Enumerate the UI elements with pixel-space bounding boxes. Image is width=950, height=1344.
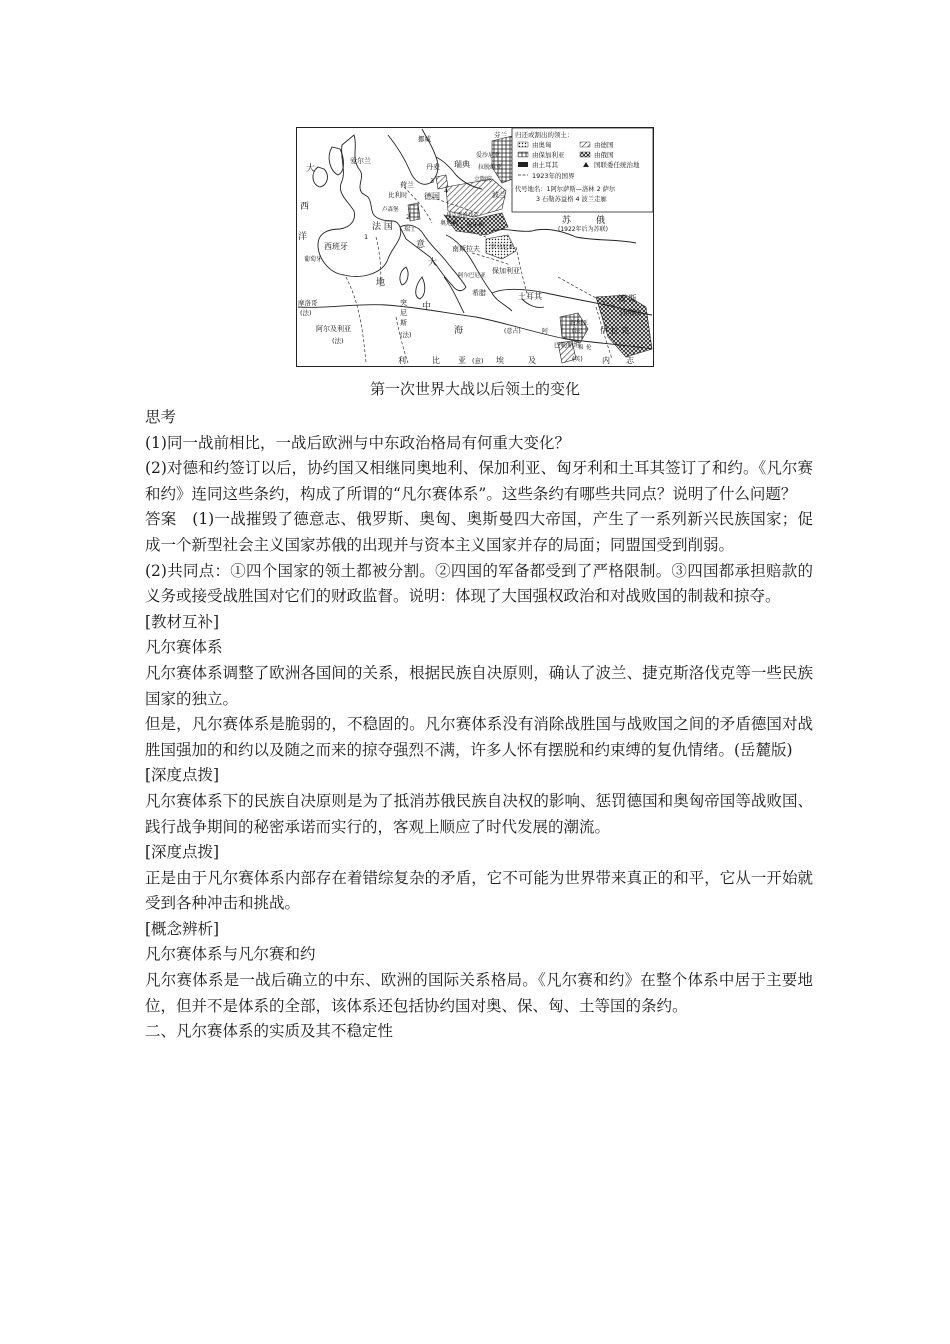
section-heading: 二、凡尔赛体系的实质及其不稳定性: [145, 1022, 394, 1041]
map-label: 尼: [400, 309, 407, 317]
map-label: (法): [300, 309, 312, 317]
paragraph: 凡尔赛体系调整了欧洲各国间的关系，根据民族自决原则，确认了波兰、捷克斯洛伐克等一些民族国家的独立。: [145, 663, 813, 708]
map-label: 法 国: [372, 222, 393, 232]
section-label: [教材互补]: [145, 612, 220, 631]
paragraph: 凡尔赛体系下的民族自决原则是为了抵消苏俄民族自决权的影响、惩罚德国和奥匈帝国等战败国、践行战争期间的秘密承诺而实行的，客观上顺应了时代发展的潮流。: [145, 791, 813, 836]
paragraph: 但是，凡尔赛体系是脆弱的，不稳固的。凡尔赛体系没有消除战胜国与战败国之间的矛盾德国对战胜国强加的和约以及随之而来的掠夺强烈不满，许多人怀有摆脱和约束缚的复仇情绪。(岳麓版): [145, 715, 813, 759]
map-label: 捷克斯洛伐克: [446, 213, 480, 219]
map-label: 巴勒斯坦: [554, 341, 580, 349]
paragraph: 凡尔赛体系是一战后确立的中东、欧洲的国际关系格局。《凡尔赛和约》在整个体系中居于主要地位，但并不是体系的全部，该体系还包括协约国对奥、保、匈、土等国的条约。: [145, 971, 813, 1015]
answer-1: 答案 (1)一战摧毁了德意志、俄罗斯、奥匈、奥斯曼四大帝国，产生了一系列新兴民族国家；促成一个新型社会主义国家苏俄的出现并与资本主义国家并存的局面；同盟国受到削弱。: [145, 510, 813, 554]
map-label: 爱沙尼亚: [476, 152, 501, 159]
question-2: (2)对德和约签订以后，协约国又相继同奥地利、保加利亚、匈牙利和土耳其签订了和约。《凡尔赛和约》连同这些条约，构成了所谓的“凡尔赛体系”。这些条约有哪些共同点？说明了什么问题？: [145, 459, 813, 503]
answer-2: (2)共同点：①四个国家的领土都被分割。②四国的军备都受到了严格限制。③四国都承担赔款的义务或接受战胜国对它们的财政监督。说明：体现了大国强权政治和对战败国的制裁和掠夺。: [145, 561, 813, 606]
map-label: 希腊: [472, 289, 486, 297]
map-label: 伊 拉 克: [600, 326, 630, 335]
map-label: 3: [430, 177, 435, 185]
map-label: 拉脱维亚: [478, 164, 503, 171]
map-label: 叙利亚: [570, 320, 589, 327]
legend-item: 1923年的国界: [532, 172, 575, 180]
map-label: 比利时: [388, 191, 408, 199]
map-label: 大: [428, 258, 438, 268]
legend-item: 由土耳其: [532, 161, 558, 169]
map-label: 2: [406, 213, 411, 221]
legend-codes: 代号地名：1阿尔萨斯—洛林 2 萨尔: [515, 186, 616, 193]
map-label: 德国: [424, 192, 440, 201]
map-label: 罗马尼亚: [490, 244, 515, 251]
map-label: 摩洛哥: [298, 299, 318, 307]
map-label: (英): [572, 356, 583, 363]
legend-title: 归还或割出的领土：: [515, 131, 574, 139]
legend-item: 由德国: [594, 141, 614, 149]
map-label: 阿尔巴尼亚: [458, 273, 486, 279]
map-label: 匈牙利: [466, 222, 485, 229]
legend-item: 由保加利亚: [532, 151, 565, 159]
map-label: 卢森堡: [382, 207, 399, 213]
map-label: 阿尔及利亚: [316, 325, 351, 333]
legend-item: 由奥匈: [532, 141, 552, 149]
map-legend: [512, 128, 653, 212]
map-label: (伊朗): [620, 309, 640, 317]
map-label: 西班牙: [324, 242, 348, 251]
map-label: (意占): [504, 328, 521, 335]
map-label: 土耳其: [518, 292, 542, 301]
map-label: 比: [432, 356, 440, 365]
map-label: 意: [416, 240, 426, 250]
map-label: 波 斯: [618, 294, 637, 303]
legend-item: 由俄国: [594, 151, 614, 159]
map-label: (法): [400, 331, 412, 339]
map-label: 4: [444, 187, 449, 195]
map-label: 西: [300, 202, 310, 212]
map-label: 波兰: [492, 191, 506, 199]
map-label: (法): [572, 328, 583, 335]
map-label: 志: [626, 356, 634, 365]
map-label: 保加利亚: [492, 267, 520, 275]
map-label: 俄: [596, 216, 606, 226]
map-label: 1: [364, 233, 369, 241]
map-label: 南斯拉夫: [452, 245, 480, 253]
section-title: 凡尔赛体系与凡尔赛和约: [145, 945, 316, 964]
legend-item: 国联委任统治地: [594, 161, 640, 169]
map-label: 芬兰: [494, 131, 507, 139]
section-label: [概念辨析]: [145, 919, 220, 938]
body-text: [145, 405, 813, 1045]
map-label: 及: [528, 356, 536, 365]
map-label: 中: [422, 302, 432, 312]
section-label: [深度点拨]: [145, 843, 220, 862]
map-label: 葡萄牙: [304, 256, 323, 263]
map-label: 爱尔兰: [350, 157, 371, 165]
map-label: (意): [472, 357, 484, 365]
map-label: 利: [398, 356, 406, 365]
map-label: 内: [602, 356, 610, 365]
paragraph: 正是由于凡尔赛体系内部存在着错综复杂的矛盾，它不可能为世界带来真正的和平，它从一开始就受到各种冲击和挑战。: [145, 868, 813, 913]
map-label: 大: [306, 164, 316, 174]
map-label: 瑞士: [404, 226, 417, 233]
map-label: 亚: [458, 356, 466, 365]
map-label: (1922年后为苏联): [558, 226, 608, 233]
map-label: 洋: [298, 232, 308, 242]
map-label: 地: [376, 278, 386, 288]
map-label: 梅: [578, 345, 584, 351]
map-label: 海: [454, 326, 464, 336]
map-label: 伦: [586, 345, 592, 351]
map-label: 阿: [542, 328, 549, 335]
legend-codes-2: 3 石勒苏益格 4 波兰走廊: [536, 196, 607, 203]
map-label: (法): [332, 337, 344, 345]
europe-map-figure: [296, 127, 654, 367]
map-label: 挪威: [418, 135, 431, 143]
section-title: 凡尔赛体系: [145, 638, 223, 657]
figure-caption: 第一次世界大战以后领土的变化: [369, 380, 580, 398]
map-label: 奥地利: [440, 220, 459, 227]
map-label: 立陶宛: [474, 176, 493, 183]
section-label: [深度点拨]: [145, 766, 220, 785]
map-label: 苏: [562, 216, 572, 226]
map-label: 丹麦: [426, 163, 440, 171]
map-label: 瑞典: [454, 160, 470, 169]
map-label: 埃: [496, 356, 504, 365]
map-label: 突: [400, 299, 407, 307]
think-heading: 思考: [145, 408, 177, 426]
question-1: (1)同一战前相比，一战后欧洲与中东政治格局有何重大变化？: [145, 433, 570, 452]
map-label: 荷兰: [400, 181, 414, 189]
map-label: 斯: [400, 319, 407, 327]
